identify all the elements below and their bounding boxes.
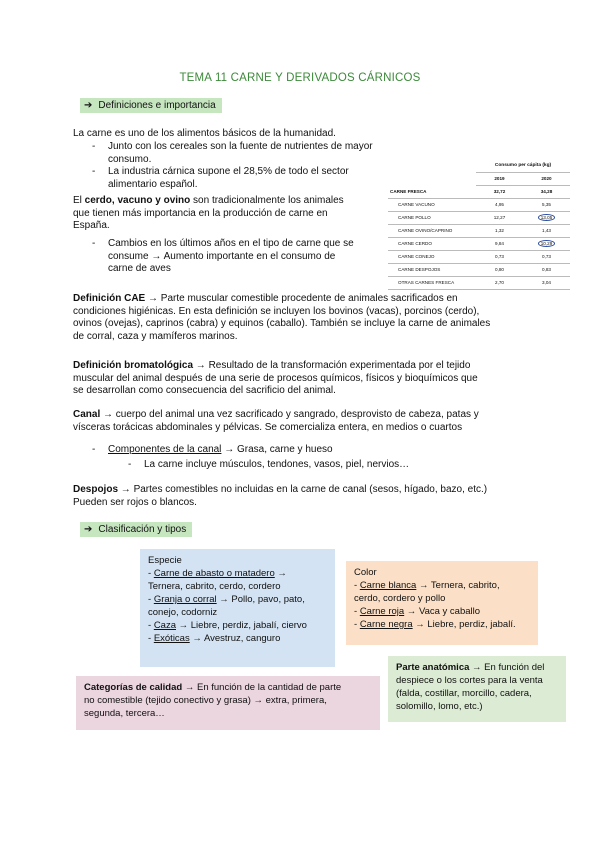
text-line: cerdo, cordero y pollo [354,593,446,604]
list-item: - Carne de abasto o matadero → [148,568,287,579]
text-line: muscular del animal después de una serie de procesos químicos, físicos y bioquímicos que [73,372,478,384]
box-categorias-calidad [76,676,380,730]
intro-text: La carne es uno de los alimentos básicos de la humanidad. [73,128,336,139]
intro-bullet-list [92,141,408,191]
row-label: CARNE POLLO [388,211,476,224]
text-line: condiciones higiénicas. En esta definición se incluyen los bovinos (vacas), porcinos (cerdo), [73,305,480,317]
bullet-text: La carne incluye músculos, tendones, vasos, piel, nervios… [144,459,410,470]
text-line: ovinos (ovejas), caprinos (cabra) y equinos (caballo). También se incluye la carne de animales [73,318,491,329]
text-segment: → Parte muscular comestible procedente de animales sacrificados en [145,293,458,304]
table-row [388,211,570,224]
cell: 32,72 [476,185,523,198]
cell: 1,43 [523,224,570,237]
table-row [388,276,570,289]
text-line: no comestible (tejido conectivo y grasa) → extra, primera, [84,695,327,706]
text-line: que tienen más importancia en la producción de carne en [73,207,328,219]
text-segment: → [274,568,287,579]
bullet-text: Junto con los cereales son la fuente de nutrientes de mayor consumo. [108,141,373,165]
definition-bromatologica [73,360,543,398]
text-segment: → Partes comestibles no incluidas en la carne de canal (sesos, hígado, bazo, etc.) [118,484,488,495]
consumption-table [388,160,570,290]
term: Despojos [73,484,119,495]
box-title: Especie [148,555,182,566]
bullet-text: La industria cárnica supone el 28,5% de todo el sector [108,166,349,177]
text-line: conejo, codorniz [148,607,218,618]
underlined-term: Componentes de la canal [108,444,222,455]
list-item: - Cambios en los últimos años en el tipo de carne que se [92,238,354,249]
box-title: Categorías de calidad [84,682,183,693]
list-item-continuation [108,179,408,192]
row-label: CARNE CERDO [388,237,476,250]
text-segment: son tradicionalmente los animales [190,195,344,206]
definition-canal [73,409,543,434]
changes-bullet [92,238,388,276]
text-line: despiece o los cortes para la venta [396,675,543,686]
underlined-term: Carne roja [359,606,405,617]
text-segment: → Liebre, perdiz, jabalí, ciervo [176,620,307,631]
text-line: de corral, caza y mamíferos marinos. [73,330,238,342]
list-item: - Exóticas → Avestruz, canguro [148,633,281,644]
text-line: vísceras torácicas abdominales y pélvicas. Se comercializa entera, en medios o cuartos [73,421,463,433]
text-segment: → cuerpo del animal una vez sacrificado y sangrado, desprovisto de cabeza, patas y [100,409,479,420]
cell: 5,35 [523,198,570,211]
underlined-term: Caza [153,620,176,631]
text-line: se desarrollan como consecuencia del sacrificio del animal. [73,385,336,396]
row-label: CARNE CONEJO [388,250,476,263]
list-item: - Caza → Liebre, perdiz, jabalí, ciervo [148,620,307,631]
text-line: Ternera, cabrito, cerdo, cordero [148,581,281,592]
species-bold: cerdo, vacuno y ovino [84,195,191,206]
list-item: - Carne negra → Liebre, perdiz, jabalí. [354,619,516,630]
row-label: CARNE FRESCA [388,185,476,198]
cell: 34,28 [523,185,570,198]
list-item: - Carne roja → Vaca y caballo [354,606,481,617]
cell: 2,70 [476,276,523,289]
text-line: (falda, costillar, morcillo, cadera, [396,688,532,699]
term: Canal [73,409,101,420]
list-item: - Granja o corral → Pollo, pavo, pato, [148,594,305,605]
cell: 9,84 [476,237,523,250]
text-segment: → Ternera, cabrito, [416,580,500,591]
text-segment: El [73,195,85,206]
table-row [388,185,570,198]
cell: 12,27 [476,211,523,224]
cell: 0,73 [476,250,523,263]
circled-cell: 13,05 [538,214,556,221]
list-item: - Junto con los cereales son la fuente de nutrientes de mayor consumo. [92,141,373,165]
table-row [388,224,570,237]
term: Definición bromatológica [73,360,194,371]
text-segment: → Vaca y caballo [404,606,481,617]
bullet-text: alimentario español. [108,178,198,190]
arrow-icon: ➔ [84,100,93,111]
table-row [388,237,570,250]
circled-cell: 10,29 [538,240,556,247]
table-row [388,250,570,263]
row-label: CARNE VACUNO [388,198,476,211]
table-row [388,263,570,276]
box-title: Color [354,567,377,578]
text-line: segunda, tercera… [84,708,165,719]
section-heading-label: Definiciones e importancia [98,100,216,111]
underlined-term: Carne blanca [359,580,417,591]
species-paragraph [73,195,383,233]
text-segment: → Liebre, perdiz, jabalí. [412,619,516,630]
underlined-term: Exóticas [153,633,190,644]
list-item: - La carne incluye músculos, tendones, vasos, piel, nervios… [128,459,410,470]
underlined-term: Granja o corral [153,594,217,605]
row-label: CARNE OVINO/CAPRINO [388,224,476,237]
box-color [346,561,538,645]
canal-subitem [128,459,524,472]
row-label: OTRAS CARNES FRESCA [388,276,476,289]
text-segment: → En función del [469,662,545,673]
text-line: solomillo, lomo, etc.) [396,701,483,712]
text-segment: → Avestruz, canguro [189,633,281,644]
bullet-text: consume → Aumento importante en el consumo de [108,250,336,262]
definition-cae [73,293,543,343]
cell: 0,83 [523,263,570,276]
bullet-text: Cambios en los últimos años en el tipo de carne que se [108,238,354,249]
text-line: Pueden ser rojos o blancos. [73,496,197,508]
cell: 0,73 [523,250,570,263]
canal-components [92,444,508,457]
year-header: 2020 [523,172,570,185]
section-heading-clasificacion [80,522,192,537]
section-heading-definiciones [80,98,222,113]
year-header: 2019 [476,172,523,185]
table-caption: Consumo per cápita (kg) [476,160,570,172]
box-parte-anatomica [388,656,566,722]
text-segment: → Resultado de la transformación experimentada por el tejido [193,360,471,371]
text-segment: → Grasa, carne y hueso [221,444,333,455]
text-segment: → En función de la cantidad de parte [182,682,342,693]
list-item: - Carne blanca → Ternera, cabrito, [354,580,500,591]
box-especie [140,549,335,667]
list-item: - La industria cárnica supone el 28,5% de todo el sector [92,166,349,177]
cell: 4,95 [476,198,523,211]
list-item: - Componentes de la canal → Grasa, carne y hueso [92,444,333,455]
term: Definición CAE [73,293,146,304]
arrow-icon: ➔ [84,524,93,535]
underlined-term: Carne de abasto o matadero [153,568,275,579]
box-title: Parte anatómica [396,662,470,673]
underlined-term: Carne negra [359,619,413,630]
row-label: CARNE DESPOJOS [388,263,476,276]
definition-despojos [73,484,543,509]
section-heading-label: Clasificación y tipos [98,524,187,535]
bullet-text: carne de aves [108,263,171,274]
cell: 0,80 [476,263,523,276]
table-row [388,198,570,211]
cell: 1,32 [476,224,523,237]
cell: 3,04 [523,276,570,289]
text-segment: → Pollo, pavo, pato, [216,594,305,605]
page-title: TEMA 11 CARNE Y DERIVADOS CÁRNICOS [179,72,421,84]
text-line: España. [73,220,110,231]
